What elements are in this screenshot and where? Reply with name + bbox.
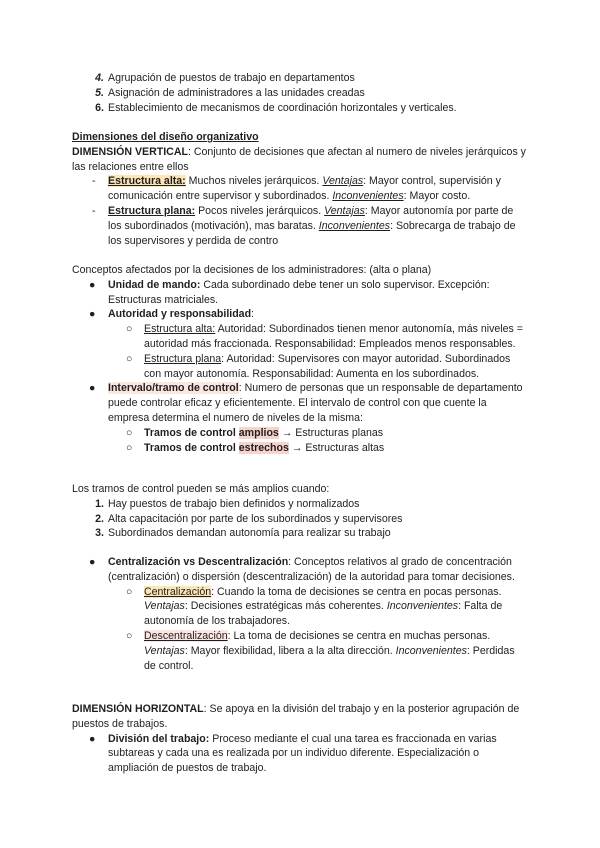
tramos-intro: Los tramos de control pueden se más amplios cuando: <box>72 483 330 495</box>
list-item: 5. Asignación de administradores a las unidades creadas <box>95 86 365 99</box>
centralizacion-section <box>72 555 528 673</box>
list-item: 2. Alta capacitación por parte de los subordinados y supervisores <box>95 512 403 525</box>
list-item: ○ Estructura alta: Autoridad: Subordinados tienen menor autonomía, más niveles = autoridad más fraccionada. Responsabilidad: Empleados menos responsables. <box>126 323 523 350</box>
list-item: ● División del trabajo: Proceso mediante el cual una tarea es fraccionada en varias subtareas y cada una es realizada por un individuo diferente. Especialización o ampliación de puestos de trabajo. <box>89 732 497 775</box>
list-item: ● Autoridad y responsabilidad: <box>89 308 254 321</box>
list-item: 4. Agrupación de puestos de trabajo en departamentos <box>95 72 355 84</box>
vertical-definition: DIMENSIÓN VERTICAL: Conjunto de decisiones que afectan al numero de niveles jerárquicos y las relaciones entre ellos <box>72 145 526 173</box>
tramos-section <box>72 482 528 541</box>
list-item: ○ Descentralización: La toma de decisiones se centra en muchas personas. Ventajas: Mayor flexibilidad, libera a la alta dirección. Inconvenientes: Perdidas de control. <box>126 629 515 672</box>
steps-top-list <box>72 71 528 115</box>
list-item: ○ Centralización: Cuando la toma de decisiones se centra en pocas personas. Ventajas: Decisiones estratégicas más coherentes. Inconvenientes: Falta de autonomía de los trabajadores. <box>126 585 503 628</box>
list-item: ○ Estructura plana: Autoridad: Supervisores con mayor autoridad. Subordinados con mayor autonomía. Responsabilidad: Aumenta en los subordinados. <box>126 352 511 380</box>
vertical-section <box>72 130 528 248</box>
list-item: 1. Hay puestos de trabajo bien definidos y normalizados <box>95 497 360 510</box>
list-item: ● Centralización vs Descentralización: Conceptos relativos al grado de concentración (centralización) o dispersión (descentralización) de la autoridad para tomar decisiones. <box>89 556 515 583</box>
list-item: - Estructura plana: Pocos niveles jerárquicos. Ventajas: Mayor autonomía por parte de los subordinados (motivación), mas baratas. Inconvenientes: Sobrecarga de trabajo de los supervisores y perdida de contro <box>92 204 516 247</box>
list-item: ○ Tramos de control estrechos → Estructuras altas <box>126 441 385 454</box>
horizontal-section <box>72 702 528 776</box>
list-item: - Estructura alta: Muchos niveles jerárquicos. Ventajas: Mayor control, supervisión y comunicación entre supervisor y subordinados. Inconvenientes: Mayor costo. <box>92 175 501 203</box>
concepts-section <box>72 263 528 455</box>
section-heading: Dimensiones del diseño organizativo <box>72 131 259 143</box>
concepts-intro: Conceptos afectados por la decisiones de los administradores: (alta o plana) <box>72 264 432 276</box>
list-item: ○ Tramos de control amplios → Estructuras planas <box>126 426 384 439</box>
list-item: 6. Establecimiento de mecanismos de coordinación horizontales y verticales. <box>95 101 457 114</box>
horizontal-definition: DIMENSIÓN HORIZONTAL: Se apoya en la división del trabajo y en la posterior agrupación de puestos de trabajos. <box>72 703 520 730</box>
list-item: ● Unidad de mando: Cada subordinado debe tener un solo supervisor. Excepción: Estructuras matriciales. <box>89 278 490 306</box>
list-item: 3. Subordinados demandan autonomía para realizar su trabajo <box>95 527 391 540</box>
list-item: ● Intervalo/tramo de control: Numero de personas que un responsable de departamento puede controlar eficaz y eficientemente. El intervalo de control con que cuente la empresa determina el numero de niveles de la misma: <box>89 382 523 424</box>
